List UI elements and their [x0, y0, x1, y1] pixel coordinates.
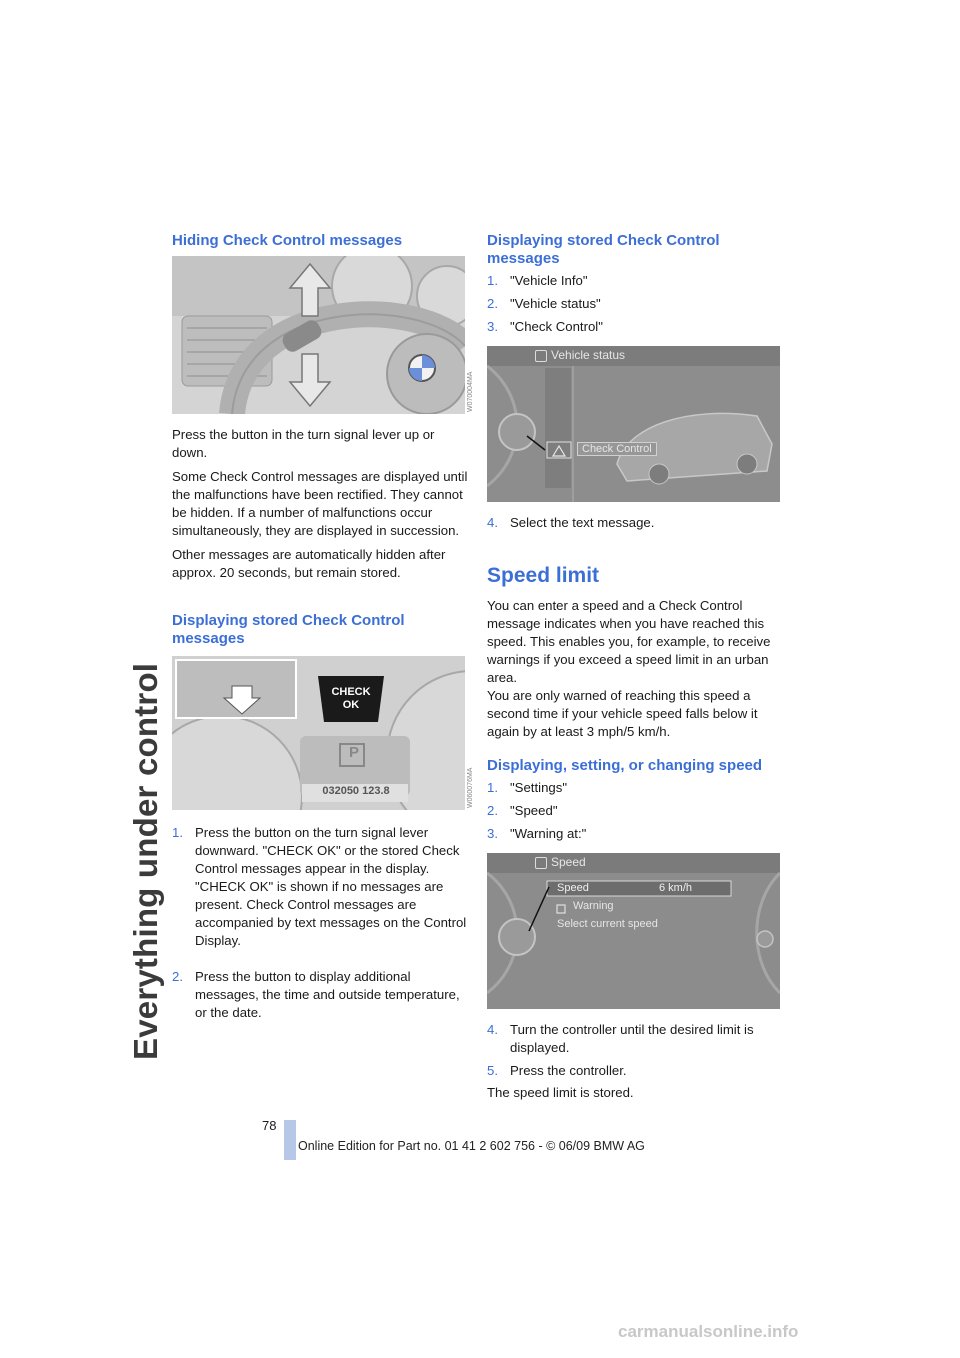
- screen-vehicle-status: [487, 346, 780, 502]
- screen-speed: [487, 853, 780, 1009]
- list-item: [487, 514, 783, 532]
- step-number: 3.: [487, 826, 498, 841]
- list-item: [172, 824, 468, 948]
- step-number: 5.: [487, 1063, 498, 1078]
- step-number: 2.: [487, 296, 498, 311]
- step-number: 1.: [487, 780, 498, 795]
- list-item: [487, 779, 783, 797]
- gear-indicator: P: [348, 744, 359, 761]
- steering-wheel-illustration: [172, 256, 465, 414]
- check-ok-line2: OK: [342, 699, 360, 711]
- step-text: Turn the controller until the desired limit is displayed.: [510, 1022, 754, 1055]
- list-item: [487, 295, 783, 313]
- page-number: 78: [262, 1118, 277, 1133]
- step-text: Press the controller.: [510, 1063, 627, 1078]
- step-text: Press the button on the turn signal lever downward. "CHECK OK" or the stored Check Control messages appear in the display. "CHECK OK" is shown if no messages are present. Check Control messages are accompanied by text messages on the Control Display.: [195, 825, 467, 948]
- step-text: "Warning at:": [510, 826, 587, 841]
- check-ok-display: [324, 686, 378, 712]
- check-control-item: Check Control: [577, 442, 657, 456]
- gear-icon: [535, 857, 547, 869]
- figure-instrument-cluster: [172, 656, 465, 810]
- step-number: 4.: [487, 1022, 498, 1037]
- warning-checkbox-label: Warning: [573, 900, 614, 912]
- check-ok-line1: CHECK: [331, 686, 371, 698]
- gear-icon: [535, 350, 547, 362]
- heading-displaying-stored-left: Displaying stored Check Control messages: [172, 612, 405, 647]
- footer-accent-bar: [284, 1120, 296, 1160]
- paragraph-speed-stored: The speed limit is stored.: [487, 1085, 634, 1100]
- paragraph-speed-warning: You are only warned of reaching this speed a second time if your vehicle speed falls below it again by at least 3 mph/5 km/h.: [487, 688, 758, 739]
- step-number: 1.: [487, 273, 498, 288]
- list-item: [487, 1062, 783, 1080]
- list-item: [487, 802, 783, 820]
- step-text: "Speed": [510, 803, 558, 818]
- figure-code: W060076MA: [467, 767, 474, 808]
- heading-hiding-check-control: Hiding Check Control messages: [172, 232, 403, 249]
- speed-row-value: 6 km/h: [659, 882, 693, 894]
- list-item: [487, 272, 783, 290]
- step-text: "Vehicle Info": [510, 273, 588, 288]
- paragraph-some-messages: Some Check Control messages are displayed until the malfunctions have been rectified. They cannot be hidden. If a number of malfunctions occur simultaneously, they are displayed in succession.: [172, 469, 468, 538]
- figure-steering-wheel: [172, 256, 465, 414]
- screen-title: Speed: [551, 855, 586, 869]
- footer-edition: Online Edition for Part no. 01 41 2 602 756 - © 06/09 BMW AG: [298, 1139, 645, 1153]
- speed-limit-text: [487, 597, 783, 741]
- paragraph-speed-intro: You can enter a speed and a Check Control message indicates when you have reached this speed. This enables you, for example, to receive warnings if you exceed a speed limit in an urban area.: [487, 598, 771, 685]
- step-number: 2.: [172, 969, 183, 984]
- paragraph-auto-hidden: Other messages are automatically hidden after approx. 20 seconds, but remain stored.: [172, 547, 446, 580]
- speed-screen-illustration: [487, 853, 780, 1009]
- step-text: "Vehicle status": [510, 296, 601, 311]
- step-text: Press the button to display additional messages, the time and outside temperature, or the date.: [195, 969, 460, 1020]
- step-number: 4.: [487, 515, 498, 530]
- step-number: 1.: [172, 825, 183, 840]
- select-current-speed-option: Select current speed: [557, 918, 658, 930]
- sidebar-title: Everything under control: [127, 662, 164, 1060]
- heading-displaying-stored-right: Displaying stored Check Control messages: [487, 232, 720, 267]
- list-item: [487, 318, 783, 336]
- step-text: "Settings": [510, 780, 568, 795]
- left-text-block: [172, 426, 468, 582]
- list-item: [487, 1021, 783, 1057]
- list-item: [172, 968, 468, 1024]
- list-item: [487, 825, 783, 843]
- step-number: 3.: [487, 319, 498, 334]
- watermark: carmanualsonline.info: [618, 1322, 799, 1341]
- speed-row-label: Speed: [557, 882, 589, 894]
- step-text: Select the text message.: [510, 515, 655, 530]
- screen-title: Vehicle status: [551, 348, 626, 362]
- paragraph-press-button: Press the button in the turn signal lever up or down.: [172, 427, 435, 460]
- heading-setting-speed: Displaying, setting, or changing speed: [487, 757, 763, 774]
- step-text: "Check Control": [510, 319, 603, 334]
- step-number: 2.: [487, 803, 498, 818]
- odometer-readout: 032050 123.8: [322, 785, 390, 797]
- section-title-speed-limit: Speed limit: [487, 564, 600, 587]
- vehicle-status-illustration: [487, 346, 780, 502]
- figure-code: W070004MA: [467, 371, 474, 412]
